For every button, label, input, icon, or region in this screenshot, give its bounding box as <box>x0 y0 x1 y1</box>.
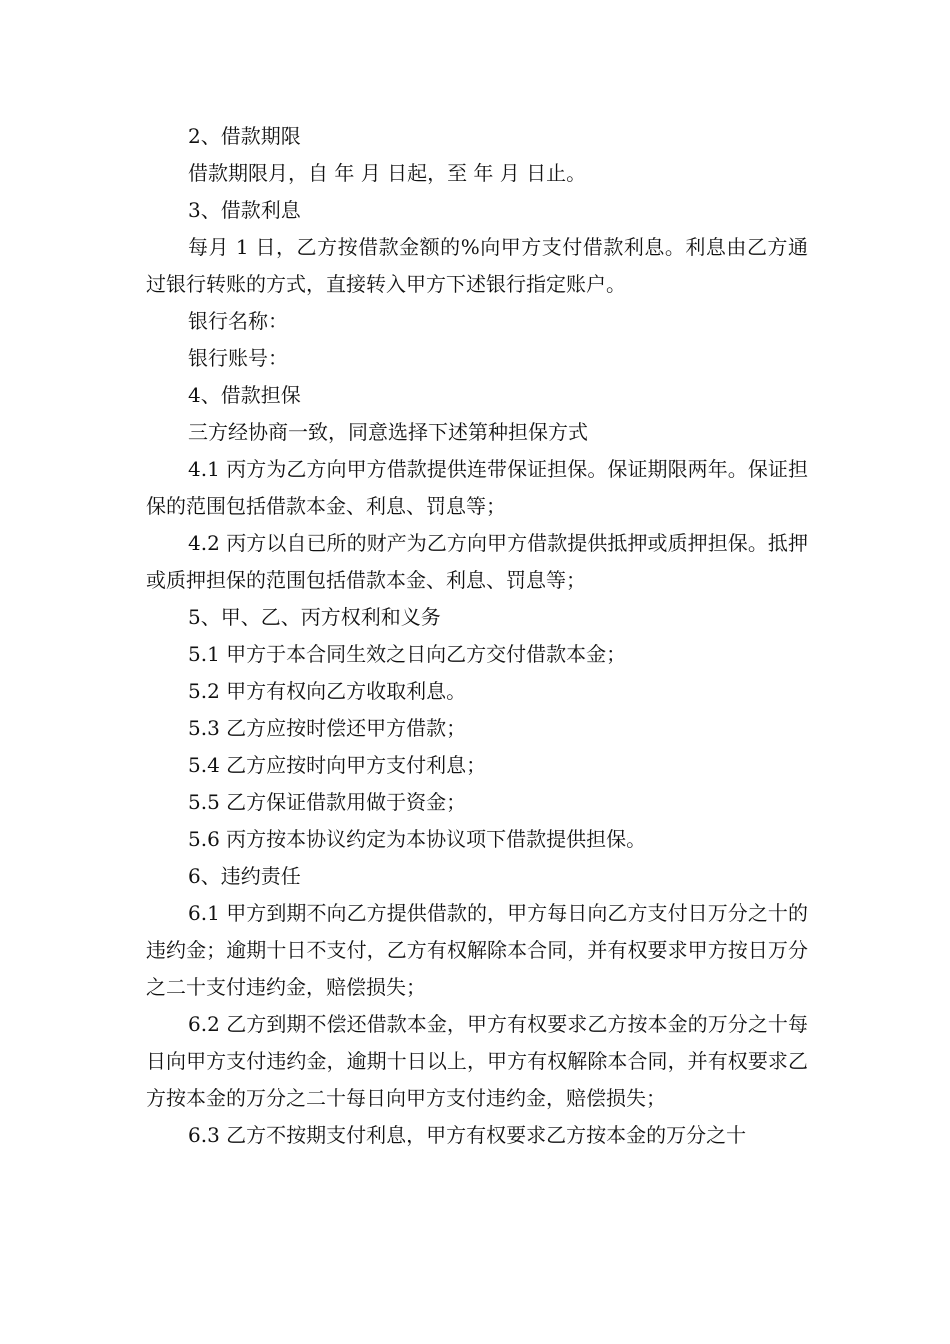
clause-6-1: 6.1 甲方到期不向乙方提供借款的，甲方每日向乙方支付日万分之十的违约金；逾期十日不支付，乙方有权解除本合同，并有权要求甲方按日万分之二十支付违约金，赔偿损失； <box>146 901 808 999</box>
clause-5-5: 5.5 乙方保证借款用做于资金； <box>188 790 467 814</box>
clause-6-3: 6.3 乙方不按期支付利息，甲方有权要求乙方按本金的万分之十 <box>188 1123 747 1147</box>
paragraph-bank-account: 银行账号： <box>188 346 288 370</box>
clause-5-1: 5.1 甲方于本合同生效之日向乙方交付借款本金； <box>188 642 627 666</box>
clause-6-2: 6.2 乙方到期不偿还借款本金，甲方有权要求乙方按本金的万分之十每日向甲方支付违约金，逾期十日以上，甲方有权解除本合同，并有权要求乙方按本金的万分之二十每日向甲方支付违约金，赔偿损失； <box>146 1012 808 1110</box>
paragraph-bank-name: 银行名称： <box>188 309 288 333</box>
section-heading-liability: 6、违约责任 <box>188 864 301 888</box>
section-heading-loan-interest: 3、借款利息 <box>188 198 301 222</box>
paragraph-loan-interest: 每月 1 日，乙方按借款金额的%向甲方支付借款利息。利息由乙方通过银行转账的方式，直接转入甲方下述银行指定账户。 <box>146 235 808 296</box>
clause-5-3: 5.3 乙方应按时偿还甲方借款； <box>188 716 467 740</box>
clause-4-1: 4.1 丙方为乙方向甲方借款提供连带保证担保。保证期限两年。保证担保的范围包括借款本金、利息、罚息等； <box>146 457 808 518</box>
section-heading-loan-term: 2、借款期限 <box>188 124 301 148</box>
section-heading-loan-guarantee: 4、借款担保 <box>188 383 301 407</box>
section-heading-rights-obligations: 5、甲、乙、丙方权利和义务 <box>188 605 441 629</box>
clause-5-2: 5.2 甲方有权向乙方收取利息。 <box>188 679 467 703</box>
paragraph-loan-term: 借款期限月，自 年 月 日起，至 年 月 日止。 <box>188 161 587 185</box>
paragraph-guarantee-choice: 三方经协商一致，同意选择下述第种担保方式 <box>188 420 588 444</box>
clause-5-4: 5.4 乙方应按时向甲方支付利息； <box>188 753 487 777</box>
clause-4-2: 4.2 丙方以自已所的财产为乙方向甲方借款提供抵押或质押担保。抵押或质押担保的范围包括借款本金、利息、罚息等； <box>146 531 808 592</box>
document-body <box>146 118 808 1154</box>
clause-5-6: 5.6 丙方按本协议约定为本协议项下借款提供担保。 <box>188 827 647 851</box>
